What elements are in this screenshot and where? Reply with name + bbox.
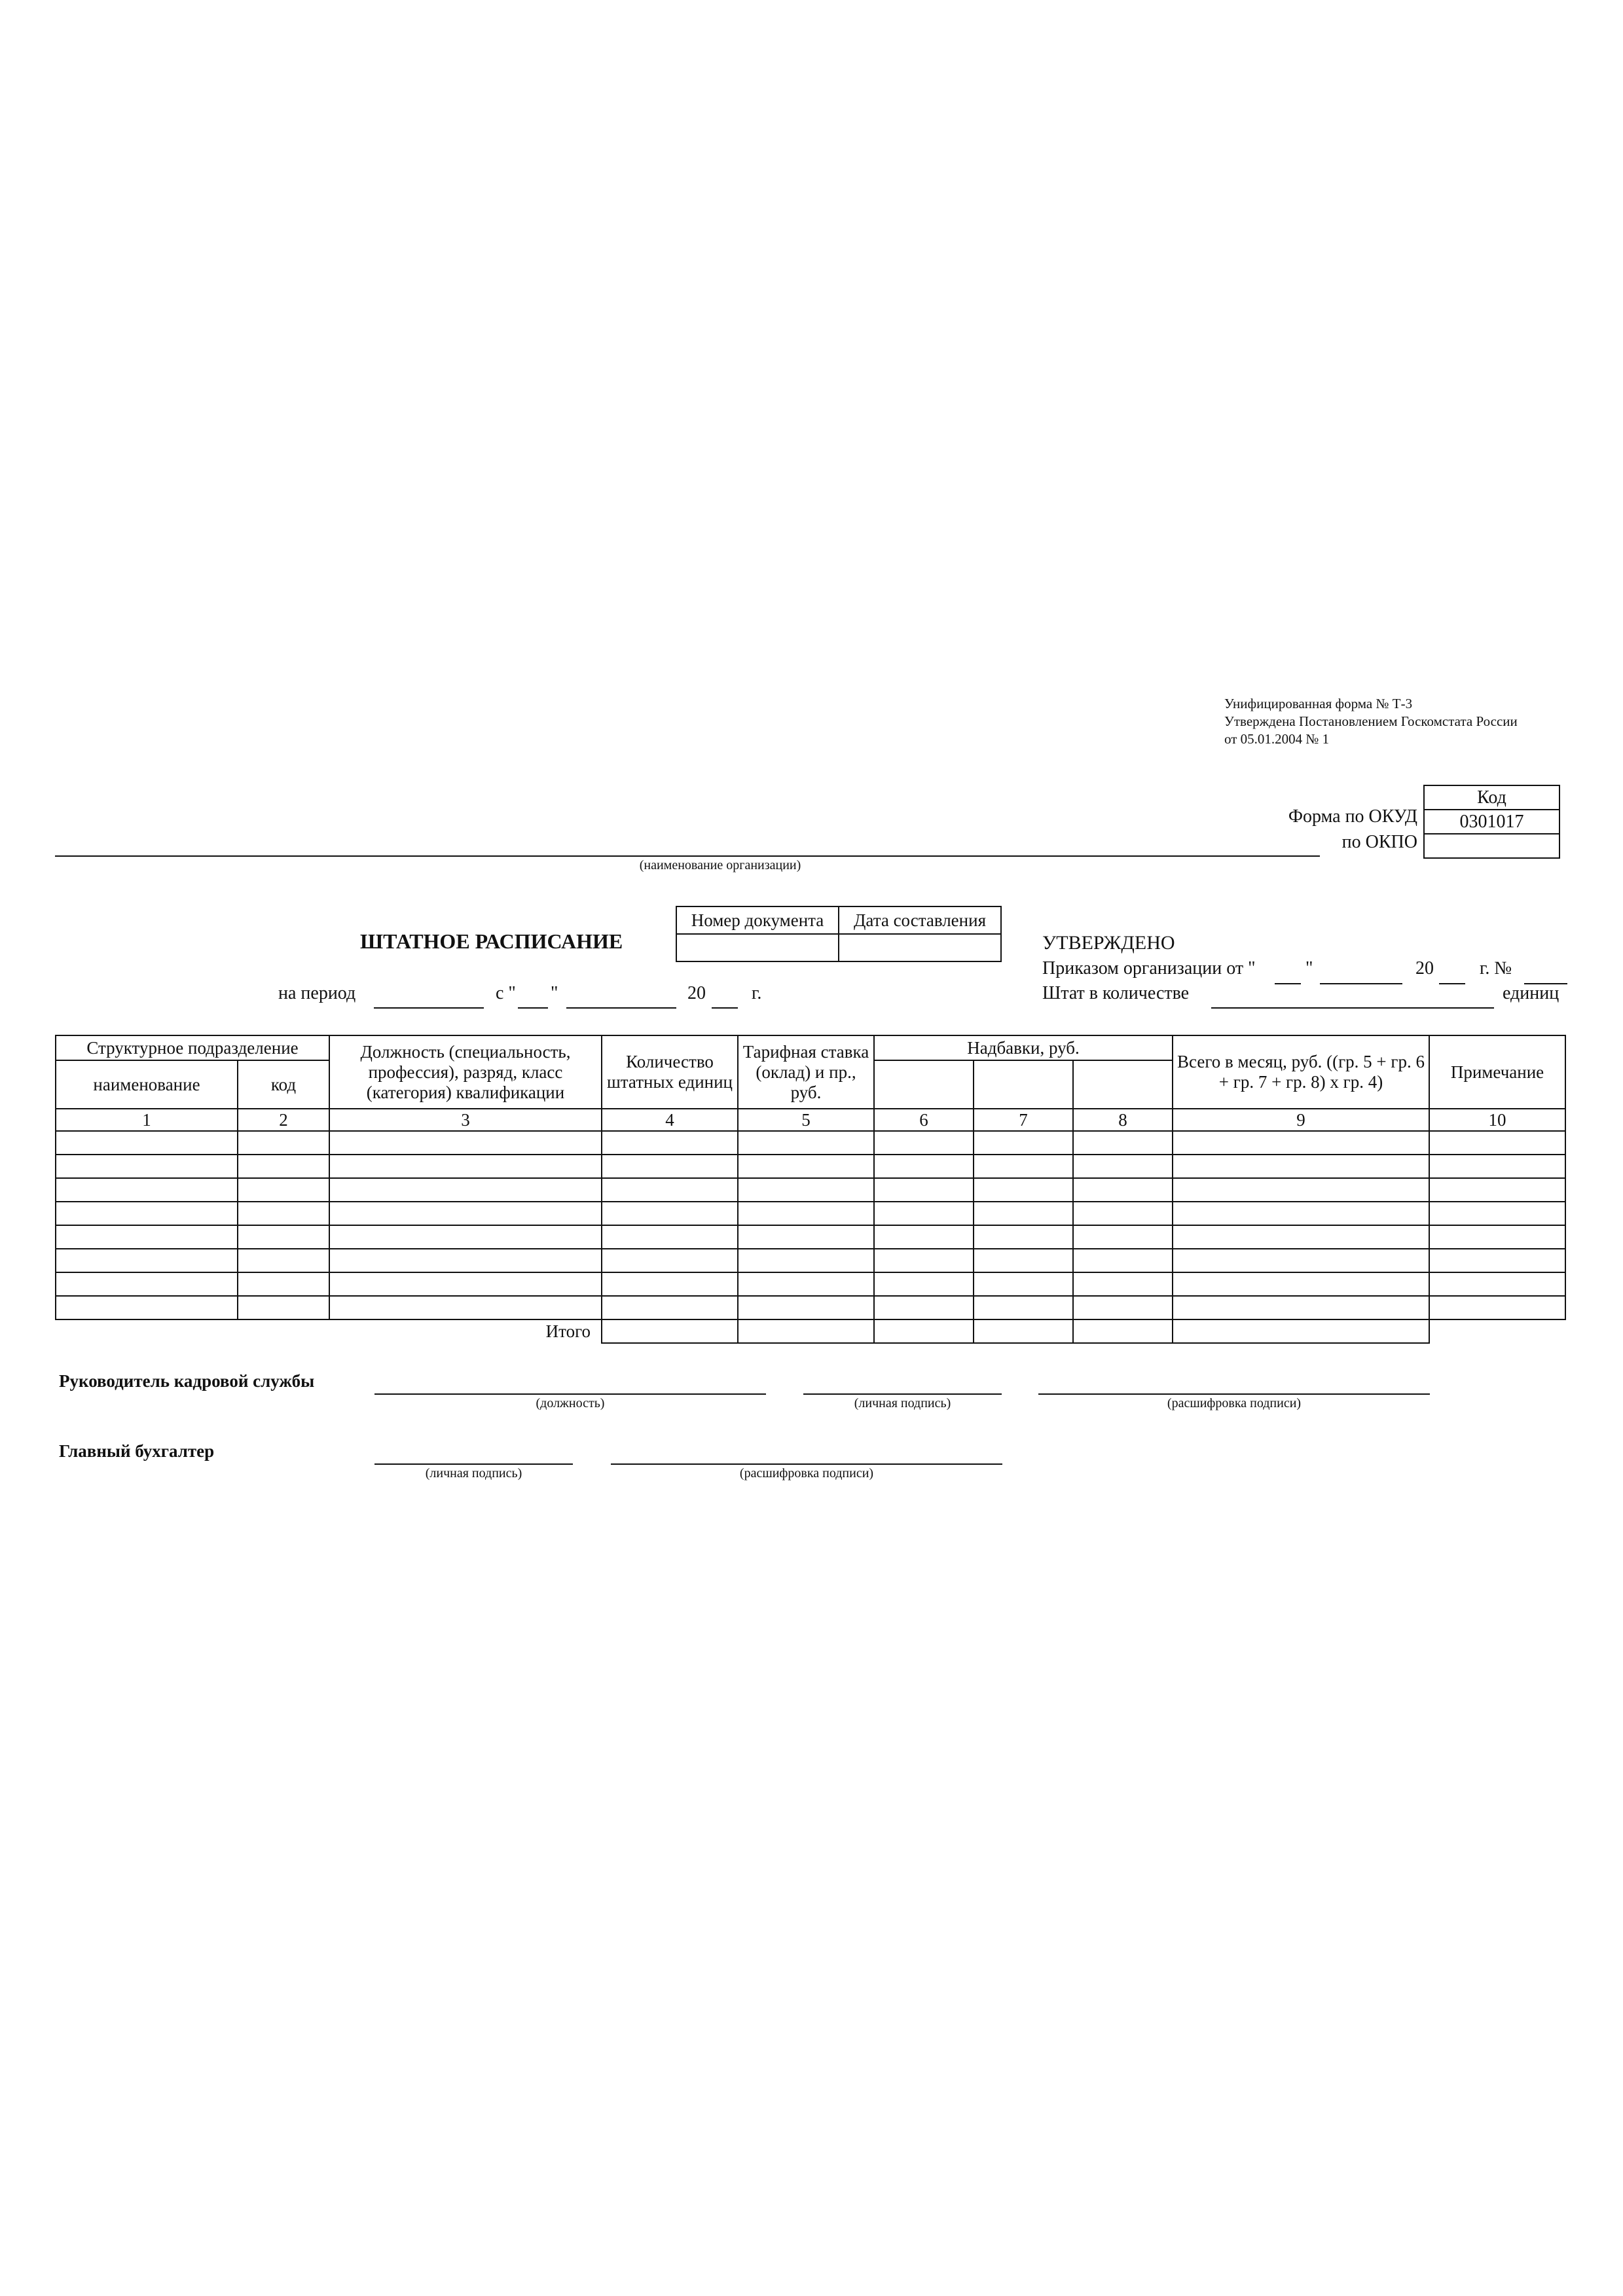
table-cell[interactable]: [874, 1225, 974, 1249]
table-cell[interactable]: [1073, 1131, 1173, 1155]
table-row: [56, 1272, 1565, 1296]
table-cell[interactable]: [738, 1131, 874, 1155]
total-label: Итого: [545, 1321, 591, 1341]
okud-code-cell[interactable]: 0301017: [1424, 810, 1559, 834]
table-row: [56, 1131, 1565, 1155]
column-number: 2: [238, 1109, 329, 1131]
table-row: [56, 1225, 1565, 1249]
chief-accountant-label: Главный бухгалтер: [59, 1441, 215, 1461]
table-cell[interactable]: [1173, 1249, 1429, 1272]
table-cell[interactable]: [1429, 1178, 1565, 1202]
chief-accountant-signature-line[interactable]: [374, 1463, 573, 1465]
table-cell[interactable]: [974, 1155, 1073, 1178]
codes-header: Код: [1424, 785, 1559, 810]
table-cell[interactable]: [238, 1202, 329, 1225]
approval-day-field[interactable]: [1275, 983, 1301, 984]
total-tariff-cell[interactable]: [738, 1319, 874, 1343]
table-cell[interactable]: [1073, 1178, 1173, 1202]
okpo-label: по ОКПО: [1341, 832, 1417, 852]
table-cell[interactable]: [238, 1155, 329, 1178]
header-struct-division: Структурное подразделение: [56, 1035, 329, 1060]
table-cell[interactable]: [238, 1131, 329, 1155]
table-cell[interactable]: [602, 1131, 738, 1155]
header-note: Примечание: [1429, 1035, 1565, 1109]
approval-order-label: Приказом организации от ": [1042, 958, 1256, 978]
form-info-line-2: Утверждена Постановлением Госкомстата России: [1224, 713, 1518, 729]
table-cell[interactable]: [329, 1131, 602, 1155]
form-info-line-3: от 05.01.2004 № 1: [1224, 731, 1330, 747]
period-year-prefix: 20: [687, 983, 706, 1003]
column-number: 10: [1429, 1109, 1565, 1131]
table-row: [56, 1296, 1565, 1319]
period-from-label: с ": [496, 983, 516, 1003]
period-quote-close: ": [551, 983, 558, 1003]
header-total-month: Всего в месяц, руб. ((гр. 5 + гр. 6 + гр. 7 + гр. 8) х гр. 4): [1173, 1035, 1429, 1109]
table-cell[interactable]: [56, 1155, 238, 1178]
approval-number-label: г. №: [1480, 958, 1512, 978]
table-cell[interactable]: [56, 1296, 238, 1319]
column-number: 5: [738, 1109, 874, 1131]
table-cell[interactable]: [1073, 1296, 1173, 1319]
table-cell[interactable]: [874, 1155, 974, 1178]
period-year-field[interactable]: [712, 1007, 738, 1009]
table-cell[interactable]: [1173, 1202, 1429, 1225]
period-month-field[interactable]: [566, 1007, 676, 1009]
table-cell[interactable]: [974, 1131, 1073, 1155]
table-row: [56, 1202, 1565, 1225]
hr-head-position-caption: (должность): [536, 1396, 605, 1410]
table-cell[interactable]: [974, 1249, 1073, 1272]
form-info-line-1: Унифицированная форма № Т-3: [1224, 696, 1413, 711]
table-cell[interactable]: [602, 1202, 738, 1225]
column-number: 7: [974, 1109, 1073, 1131]
hr-head-label: Руководитель кадровой службы: [59, 1371, 315, 1391]
column-number: 4: [602, 1109, 738, 1131]
table-cell[interactable]: [874, 1202, 974, 1225]
table-cell[interactable]: [238, 1272, 329, 1296]
table-cell[interactable]: [738, 1202, 874, 1225]
total-allowance-2-cell[interactable]: [974, 1319, 1073, 1343]
table-cell[interactable]: [738, 1296, 874, 1319]
hr-head-decoding-caption: (расшифровка подписи): [1167, 1396, 1302, 1410]
hr-head-position-line[interactable]: [374, 1393, 766, 1395]
header-code: код: [238, 1060, 329, 1109]
doc-date-field[interactable]: [839, 934, 1001, 961]
table-cell[interactable]: [1173, 1272, 1429, 1296]
table-cell[interactable]: [1173, 1178, 1429, 1202]
table-cell[interactable]: [329, 1249, 602, 1272]
total-month-cell[interactable]: [1173, 1319, 1429, 1343]
table-row: [56, 1178, 1565, 1202]
table-cell[interactable]: [1073, 1202, 1173, 1225]
table-cell[interactable]: [56, 1272, 238, 1296]
table-cell[interactable]: [974, 1225, 1073, 1249]
table-row: [56, 1249, 1565, 1272]
table-cell[interactable]: [1173, 1296, 1429, 1319]
table-cell[interactable]: [329, 1272, 602, 1296]
period-year-suffix: г.: [752, 983, 762, 1003]
header-allowance-1: [874, 1060, 974, 1109]
staff-schedule-table: [55, 1035, 1566, 1344]
header-allowance-3: [1073, 1060, 1173, 1109]
okud-label: Форма по ОКУД: [1288, 806, 1417, 827]
table-cell[interactable]: [329, 1178, 602, 1202]
header-allowances: Надбавки, руб.: [874, 1035, 1173, 1060]
header-count: Количество штатных единиц: [602, 1035, 738, 1109]
header-tariff: Тарифная ставка (оклад) и пр., руб.: [738, 1035, 874, 1109]
chief-accountant-signature-caption: (личная подпись): [425, 1466, 522, 1480]
table-cell[interactable]: [602, 1225, 738, 1249]
document-number-box: [676, 906, 1002, 962]
period-field[interactable]: [374, 1007, 484, 1009]
table-cell[interactable]: [1429, 1202, 1565, 1225]
table-cell[interactable]: [1429, 1249, 1565, 1272]
table-cell[interactable]: [738, 1249, 874, 1272]
table-cell[interactable]: [738, 1155, 874, 1178]
table-cell[interactable]: [602, 1155, 738, 1178]
table-cell[interactable]: [56, 1202, 238, 1225]
table-cell[interactable]: [602, 1178, 738, 1202]
chief-accountant-decoding-caption: (расшифровка подписи): [739, 1466, 874, 1480]
column-number: 6: [874, 1109, 974, 1131]
table-cell[interactable]: [1073, 1155, 1173, 1178]
table-cell[interactable]: [1073, 1249, 1173, 1272]
total-row: [56, 1319, 1565, 1343]
table-cell[interactable]: [974, 1296, 1073, 1319]
table-cell[interactable]: [1173, 1155, 1429, 1178]
period-label: на период: [278, 983, 356, 1003]
table-cell[interactable]: [238, 1296, 329, 1319]
table-cell[interactable]: [738, 1178, 874, 1202]
table-cell[interactable]: [329, 1296, 602, 1319]
header-allowance-2: [974, 1060, 1073, 1109]
table-cell[interactable]: [56, 1131, 238, 1155]
hr-head-signature-caption: (личная подпись): [854, 1396, 951, 1410]
table-cell[interactable]: [238, 1249, 329, 1272]
document-title: ШТАТНОЕ РАСПИСАНИЕ: [360, 929, 623, 953]
table-cell[interactable]: [738, 1272, 874, 1296]
hr-head-decoding-line[interactable]: [1038, 1393, 1430, 1395]
column-number: 1: [56, 1109, 238, 1131]
table-cell[interactable]: [1073, 1225, 1173, 1249]
table-cell[interactable]: [974, 1272, 1073, 1296]
table-cell[interactable]: [329, 1202, 602, 1225]
okpo-code-cell[interactable]: [1424, 834, 1559, 858]
table-cell[interactable]: [1173, 1131, 1429, 1155]
table-row: [56, 1155, 1565, 1178]
approval-year-prefix: 20: [1415, 958, 1434, 978]
table-cell[interactable]: [874, 1249, 974, 1272]
table-cell[interactable]: [602, 1296, 738, 1319]
table-cell[interactable]: [1429, 1131, 1565, 1155]
doc-number-field[interactable]: [676, 934, 839, 961]
total-allowance-1-cell[interactable]: [874, 1319, 974, 1343]
table-cell[interactable]: [874, 1131, 974, 1155]
total-count-cell[interactable]: [602, 1319, 738, 1343]
doc-number-header: Номер документа: [676, 906, 839, 934]
table-cell[interactable]: [56, 1249, 238, 1272]
table-cell[interactable]: [974, 1202, 1073, 1225]
table-cell[interactable]: [329, 1155, 602, 1178]
column-number: 9: [1173, 1109, 1429, 1131]
table-cell[interactable]: [602, 1249, 738, 1272]
column-number: 8: [1073, 1109, 1173, 1131]
table-cell[interactable]: [874, 1296, 974, 1319]
table-cell[interactable]: [56, 1225, 238, 1249]
header-position: Должность (специальность, профессия), разряд, класс (категория) квалификации: [329, 1035, 602, 1109]
table-cell[interactable]: [874, 1272, 974, 1296]
table-cell[interactable]: [1429, 1225, 1565, 1249]
approval-year-field[interactable]: [1439, 983, 1465, 984]
chief-accountant-decoding-line[interactable]: [611, 1463, 1002, 1465]
column-number: 3: [329, 1109, 602, 1131]
header-name: наименование: [56, 1060, 238, 1109]
staff-units-label: единиц: [1503, 983, 1559, 1003]
table-cell[interactable]: [1073, 1272, 1173, 1296]
table-cell[interactable]: [238, 1225, 329, 1249]
approval-quote-close: ": [1305, 958, 1313, 978]
table-cell[interactable]: [1173, 1225, 1429, 1249]
hr-head-signature-line[interactable]: [803, 1393, 1002, 1395]
table-cell[interactable]: [974, 1178, 1073, 1202]
total-note-blank: [1429, 1319, 1565, 1343]
table-cell[interactable]: [874, 1178, 974, 1202]
table-cell[interactable]: [1429, 1296, 1565, 1319]
organization-caption: (наименование организации): [639, 858, 801, 872]
table-cell[interactable]: [738, 1225, 874, 1249]
period-day-field[interactable]: [518, 1007, 548, 1009]
staff-count-field[interactable]: [1211, 1007, 1494, 1009]
table-cell[interactable]: [329, 1225, 602, 1249]
doc-date-header: Дата составления: [839, 906, 1001, 934]
approval-title: УТВЕРЖДЕНО: [1042, 932, 1175, 954]
table-cell[interactable]: [56, 1178, 238, 1202]
approval-month-field[interactable]: [1320, 983, 1402, 984]
organization-name-line[interactable]: [55, 855, 1320, 857]
table-cell[interactable]: [1429, 1272, 1565, 1296]
column-numbers-row: [56, 1109, 1565, 1131]
table-cell[interactable]: [1429, 1155, 1565, 1178]
total-allowance-3-cell[interactable]: [1073, 1319, 1173, 1343]
codes-box: [1423, 785, 1560, 859]
staff-label: Штат в количестве: [1042, 983, 1190, 1003]
table-cell[interactable]: [238, 1178, 329, 1202]
table-cell[interactable]: [602, 1272, 738, 1296]
